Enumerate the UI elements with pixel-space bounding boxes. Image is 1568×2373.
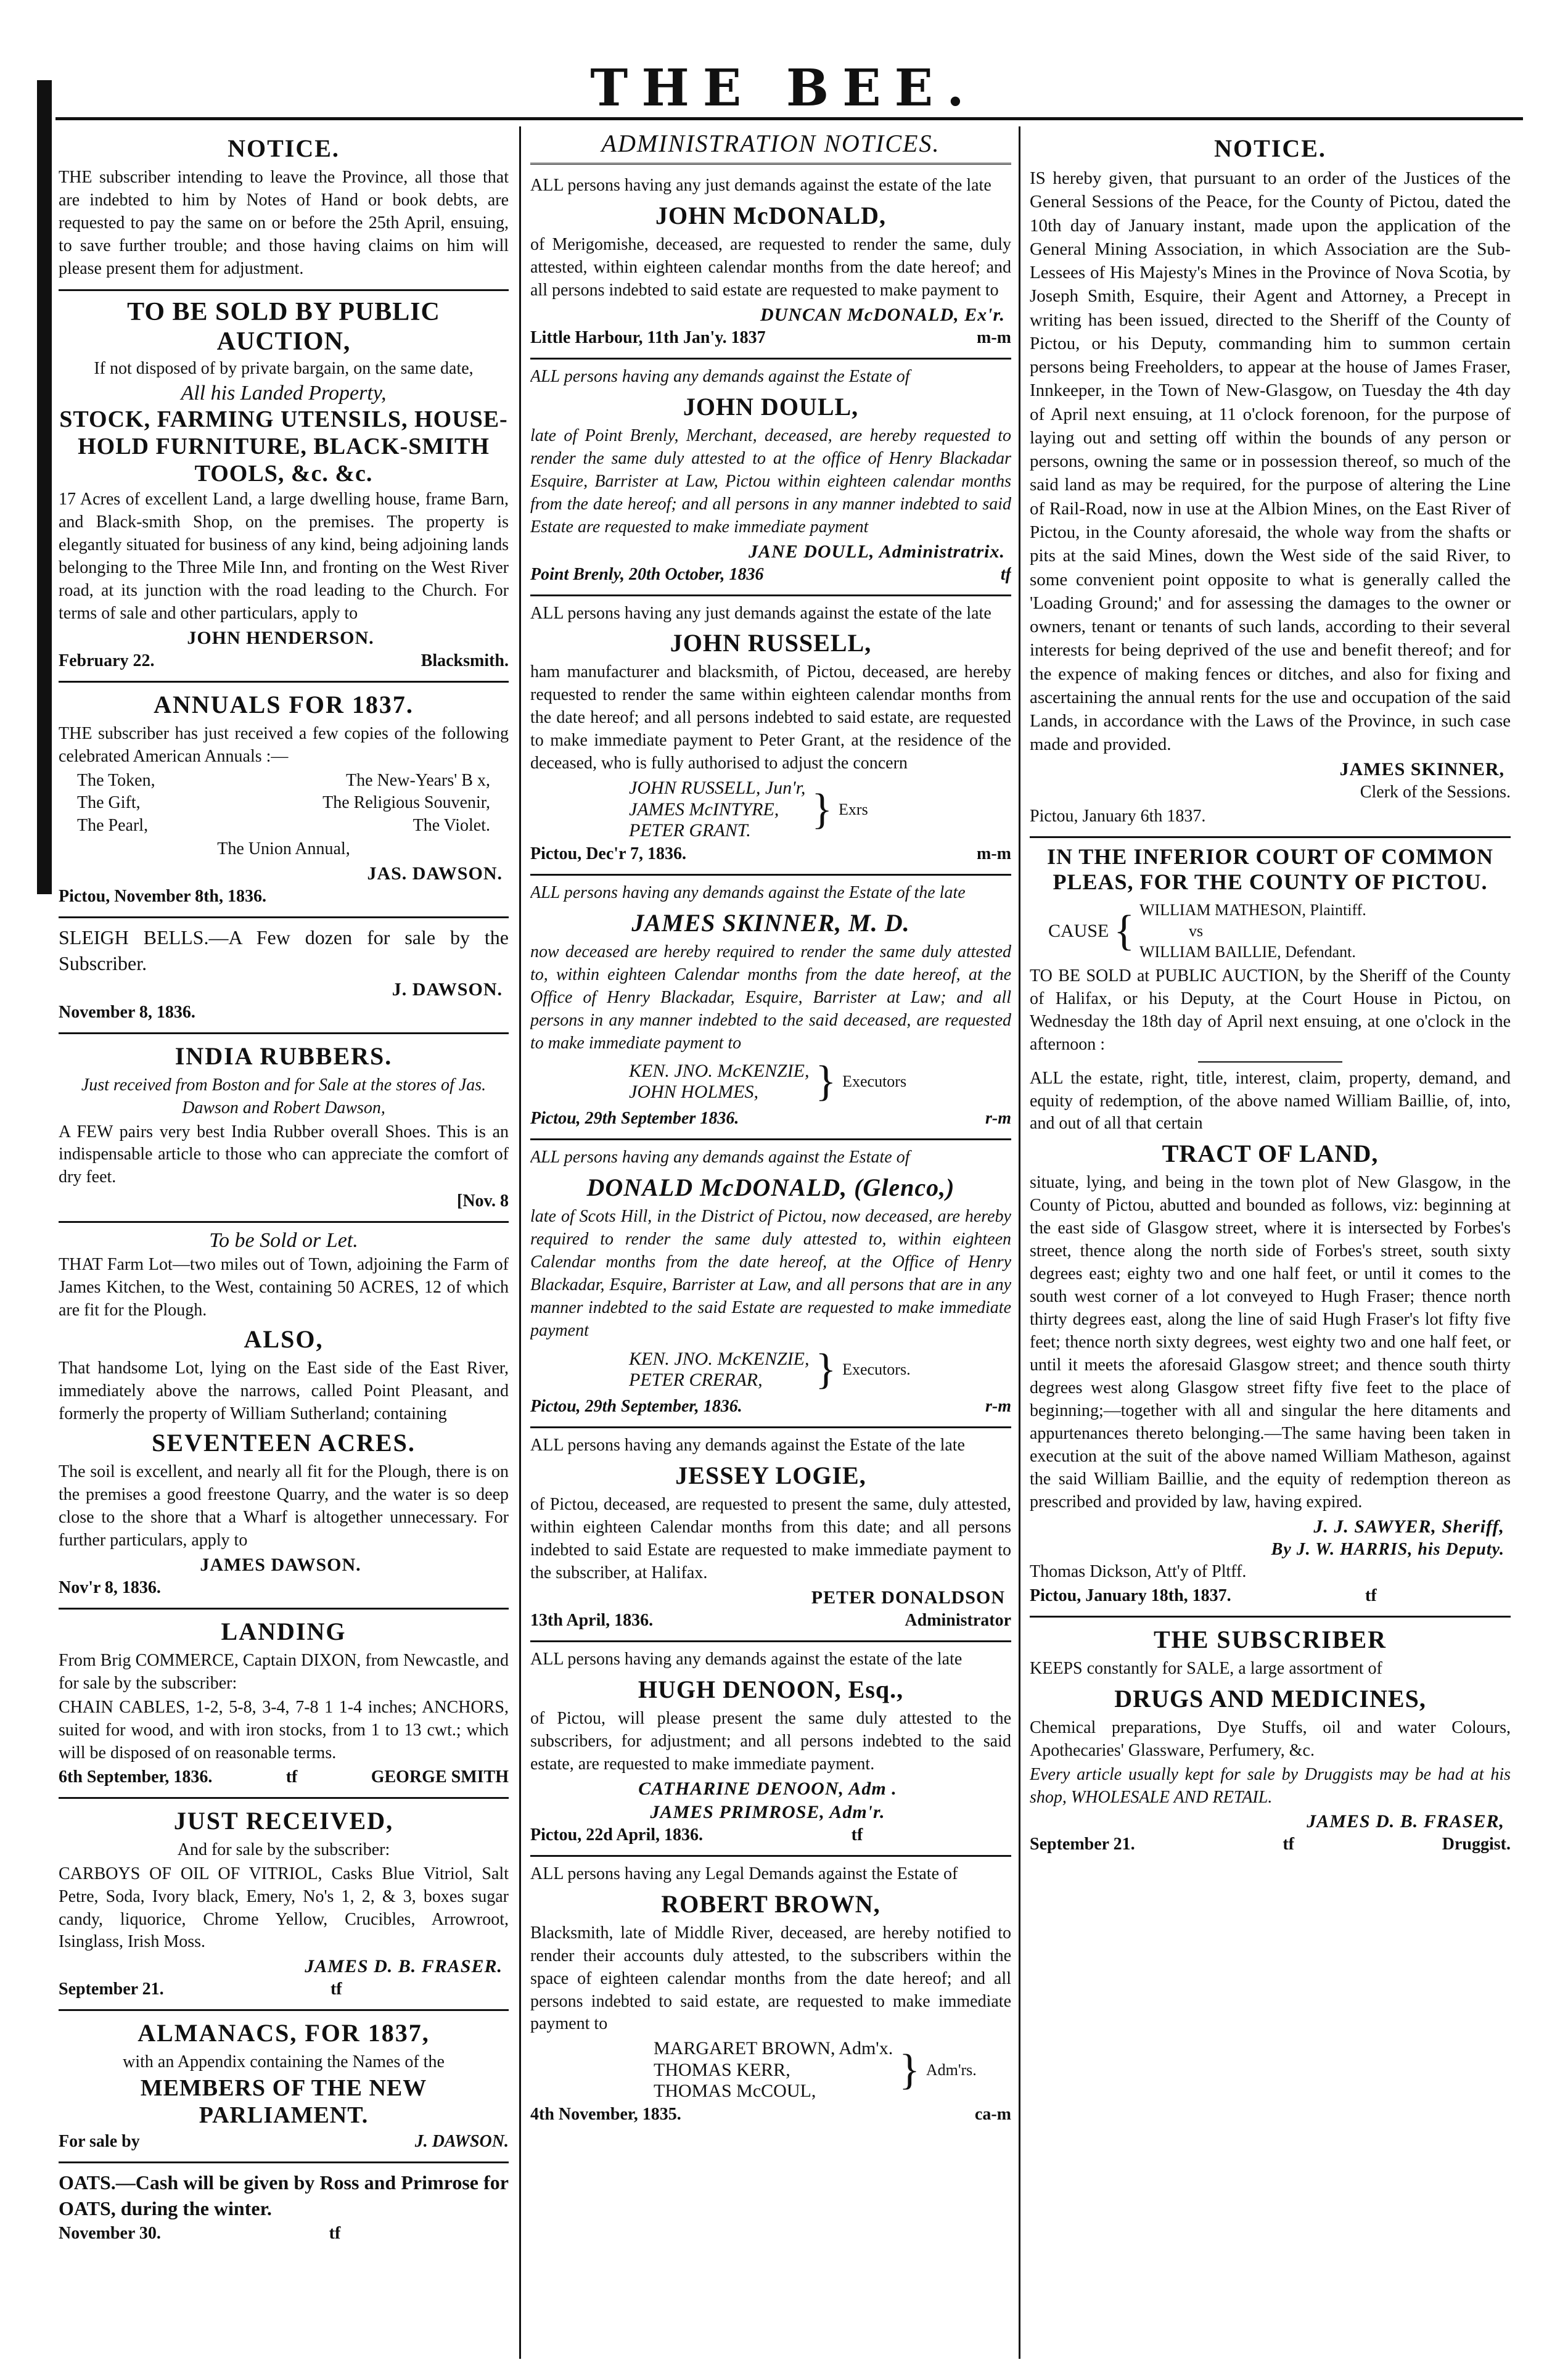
- admin-date: 4th November, 1835.: [530, 2104, 681, 2124]
- executor-name: THOMAS McCOUL,: [654, 2081, 816, 2102]
- received-title: JUST RECEIVED,: [173, 1806, 394, 1835]
- farm-body3: The soil is excellent, and nearly all fit for the Plough, there is on the premises a good freestone Quarry, and the water is so deep close to the shore that a Wharf is altogether unnecessary. For further particulars, apply to: [59, 1462, 509, 1550]
- landing-body: CHAIN CABLES, 1-2, 5-8, 3-4, 7-8 1 1-4 inches; ANCHORS, suited for wood, and with iron stocks, from 1 to 13 cwt.; which will be disposed of on reasonable terms.: [59, 1697, 509, 1762]
- farm-body1: THAT Farm Lot—two miles out of Town, adjoining the Farm of James Kitchen, to the West, containing 50 ACRES, 12 of which are fit for the Plough.: [59, 1255, 509, 1320]
- landing-ad: [59, 1610, 509, 1799]
- masthead: THE BEE.: [590, 59, 978, 118]
- annual-title: The Violet.: [413, 815, 490, 835]
- auction-ad: [59, 291, 509, 683]
- admin-dateline: [530, 1825, 1011, 1845]
- court-dateline: [1030, 1586, 1511, 1606]
- admin-notice-mcdonald: [530, 168, 1011, 360]
- drugs-body2: Chemical preparations, Dye Stuffs, oil and water Colours, Apothecaries' Glassware, Perfumery, &c.: [1030, 1717, 1511, 1760]
- annual-title: The Gift,: [77, 793, 141, 813]
- railroad-title: NOTICE.: [1214, 134, 1326, 162]
- cause-label: CAUSE: [1048, 921, 1109, 942]
- drugs-heading: DRUGS AND MEDICINES,: [1114, 1684, 1426, 1713]
- admin-body: ALL persons having any just demands against the estate of the late: [530, 176, 991, 195]
- received-signer: JAMES D. B. FRASER.: [305, 1956, 503, 1977]
- oats-ad: [59, 2163, 509, 2253]
- annual-title: The Token,: [77, 771, 155, 790]
- rubbers-body: A FEW pairs very best India Rubber overall Shoes. This is an indispensable article to those who can appreciate the comfort of dry feet.: [59, 1122, 509, 1187]
- admin-body: now deceased are hereby required to render the same duly attested to, within eighteen Calendar months from the date hereof, at the Office of Henry Blackadar, Esquire, Barrister at Law; and all persons in any manner indebted to the said deceased, are requested to make immediate payment to: [530, 942, 1011, 1053]
- landing-signer: GEORGE SMITH: [371, 1767, 509, 1787]
- admin-code: m-m: [977, 327, 1011, 347]
- annuals-date-text: Pictou, November 8th, 1836.: [59, 887, 266, 907]
- annuals-ad: [59, 683, 509, 918]
- admin-date: Pictou, 22d April, 1836.: [530, 1825, 704, 1845]
- executor-name: MARGARET BROWN, Adm'x.: [654, 2038, 893, 2059]
- admin-dateline: [530, 565, 1011, 585]
- almanacs-dateline: [59, 2132, 509, 2152]
- auction-dateline: [59, 651, 509, 671]
- railroad-role: Clerk of the Sessions.: [1360, 782, 1511, 802]
- admin-body: ham manufacturer and blacksmith, of Pictou, deceased, are hereby requested to render the same within eighteen calendar months from the date hereof; and all persons indebted to said estate, are requested to make immediate payment to Peter Grant, at the residence of the deceased, who is fully authorised to adjust the concern: [530, 662, 1011, 773]
- admin-deceased-name: JAMES SKINNER, M. D.: [631, 908, 910, 937]
- admin-body: of Pictou, will please present the same duly attested to the subscribers, for adjustment; and all persons indebted to the said estate, are requested to make immediate payment.: [530, 1708, 1011, 1774]
- annuals-title: ANNUALS FOR 1837.: [154, 691, 414, 719]
- farm-ad: [59, 1223, 509, 1610]
- annuals-row: [59, 792, 509, 814]
- admin-body: ALL persons having any demands against the Estate of the late: [530, 1436, 965, 1455]
- admin-dateline: [530, 844, 1011, 864]
- auction-trade: Blacksmith.: [421, 651, 509, 671]
- received-tf: tf: [330, 1980, 342, 1999]
- admin-signer: CATHARINE DENOON, Adm .: [638, 1778, 897, 1799]
- notice-body: THE subscriber intending to leave the Province, all those that are indebted to him by Notes of Hand or book debts, are requested to pay the same on or before the 25th April, ensuing, to save further trouble; and those having claims on him will please present them for adjustment.: [59, 168, 509, 278]
- railroad-signer: JAMES SKINNER,: [1339, 759, 1504, 779]
- admin-body: ALL persons having any just demands against the estate of the late: [530, 603, 991, 623]
- auction-stock: STOCK, FARMING UTENSILS, HOUSE-HOLD FURNITURE, BLACK-SMITH TOOLS, &c. &c.: [59, 406, 508, 487]
- almanacs-forsale: For sale by: [59, 2131, 140, 2151]
- executor-name: JAMES McINTYRE,: [629, 799, 779, 820]
- admin-deceased-name: ROBERT BROWN,: [661, 1890, 880, 1918]
- executor-name: JOHN RUSSELL, Jun'r,: [629, 778, 806, 799]
- versus: vs: [1188, 922, 1204, 940]
- almanacs-members: MEMBERS OF THE NEW PARLIAMENT.: [140, 2075, 427, 2129]
- admin-notice-doull: [530, 360, 1011, 596]
- drugs-title: THE SUBSCRIBER: [1153, 1625, 1387, 1653]
- admin-deceased-name: JOHN DOULL,: [683, 392, 859, 421]
- court-title: IN THE INFERIOR COURT OF COMMON PLEAS, FOR THE COUNTY OF PICTOU.: [1046, 844, 1494, 894]
- admin-date: Pictou, 29th September 1836.: [530, 1109, 739, 1129]
- annual-union: The Union Annual,: [217, 839, 350, 859]
- court-tf: tf: [1365, 1585, 1377, 1605]
- admin-dateline: [530, 2105, 1011, 2124]
- admin-signer: PETER DONALDSON: [811, 1587, 1005, 1608]
- executor-role: Adm'rs.: [926, 2061, 977, 2079]
- sleigh-date: [59, 1003, 509, 1022]
- executor-role: Executors: [842, 1072, 907, 1091]
- railroad-date: [1030, 807, 1511, 826]
- admin-deceased-name: HUGH DENOON, Esq.,: [638, 1675, 904, 1703]
- court-sheriff: J. J. SAWYER, Sheriff,: [1313, 1516, 1504, 1537]
- admin-deceased-name: DONALD McDONALD, (Glenco,): [586, 1174, 955, 1202]
- admin-dateline: [530, 1611, 1011, 1631]
- admin-body: ALL persons having any demands against the estate of the late: [530, 1649, 963, 1669]
- admin-deceased-name: JESSEY LOGIE,: [675, 1462, 866, 1490]
- farm-date-text: Nov'r 8, 1836.: [59, 1577, 161, 1597]
- admin-notice-skinner: [530, 876, 1011, 1141]
- admin-dateline: [530, 1109, 1011, 1129]
- brace-glyph: }: [815, 1058, 837, 1106]
- masthead-rule: [55, 117, 1523, 120]
- court-intro: TO BE SOLD at PUBLIC AUCTION, by the Sheriff of the County of Halifax, or his Deputy, at the Court House in Pictou, on Wednesday the 18th day of April next ensuing, at one o'clock in the afternoon :: [1030, 966, 1511, 1054]
- annuals-date: [59, 887, 509, 907]
- auction-property: All his Landed Property,: [181, 382, 387, 405]
- auction-heading: TO BE SOLD BY PUBLIC AUCTION,: [127, 297, 440, 356]
- admin-executors: [629, 778, 1011, 842]
- executor-name: KEN. JNO. McKENZIE,: [629, 1060, 810, 1081]
- almanacs-ad: [59, 2011, 509, 2163]
- admin-body: late of Scots Hill, in the District of Pictou, now deceased, are hereby required to render the same duly attested to, within eighteen Calendar months from the date hereof, at the Office of Henry Blackadar, Esquire, Barrister at Law, and all persons that are in any manner indebted to the said Estate are requested to make immediate payment: [530, 1207, 1011, 1341]
- drugs-ad: [1030, 1618, 1511, 1865]
- admin-signer: DUNCAN McDONALD, Ex'r.: [760, 304, 1005, 325]
- just-received-ad: [59, 1799, 509, 2012]
- admin-code: ca-m: [974, 2104, 1011, 2124]
- plaintiff: WILLIAM MATHESON, Plaintiff.: [1139, 901, 1366, 919]
- court-deputy: By J. W. HARRIS, his Deputy.: [1271, 1539, 1504, 1559]
- annual-title: The Religious Souvenir,: [322, 793, 490, 813]
- admin-dateline: [530, 328, 1011, 348]
- brace-glyph: }: [811, 786, 833, 833]
- annuals-row: [59, 770, 509, 792]
- auction-intro: If not disposed of by private bargain, on the same date,: [94, 359, 474, 379]
- oats-date: November 30.: [59, 2224, 161, 2243]
- admin-deceased-name: JOHN RUSSELL,: [670, 629, 872, 657]
- railroad-body: IS hereby given, that pursuant to an order of the Justices of the General Sessions of the Peace, for the County of Pictou, dated the 10th day of January instant, made upon the application of the General Mining Association, in which Association are the Sub-Lessees of His Majesty's Mines in the Province of Nova Scotia, by Joseph Smith, Esquire, their Agent and Attorney, a Precept in writing has been issued, directed to the Sheriff of the County of Pictou, or his Deputy, commanding him to summon certain persons being Freeholders, to appear at the house of James Fraser, Innkeeper, in the Town of New-Glasgow, on Tuesday the 4th day of April next ensuing, at 11 o'clock forenoon, for the purpose of laying out and setting off within the bounds of any person or persons, owning the same or in possession thereof, so much of the said land as may be required, for the purpose of altering the Line of Rail-Road, now in use at the Albion Mines, on the East River of Pictou, in the County aforesaid, the whole way from the shafts or pits at the said Mines, down the West side of the said River, to some convenient point opposite to what is generally called the 'Loading Ground;' and for assessing the damages to the owner or owners, tenant or tenants of such lands, according to their several interests for being deprived of the use and benefit thereof; and for the expence of making fences or ditches, and also for fixing and ascertaining the annual rents for the use and occupation of the said Lands, in accordance with the Laws of the Province, in such case made and provided.: [1030, 168, 1511, 755]
- admin-date: Pictou, 29th September, 1836.: [530, 1397, 742, 1417]
- admin-body: ALL persons having any demands against the Estate of the late: [530, 882, 966, 902]
- sleigh-body: SLEIGH BELLS.—A Few dozen for sale by the Subscriber.: [59, 926, 509, 975]
- admin-signer: JAMES PRIMROSE, Adm'r.: [650, 1801, 885, 1822]
- executor-role: Exrs: [839, 800, 868, 818]
- sleigh-signer: J. DAWSON.: [392, 979, 503, 1000]
- admin-body: of Pictou, deceased, are requested to present the same, duly attested, within eighteen Calendar months from this date; and all persons indebted to said Estate are requested to make immediate payment to the subscriber, at Halifax.: [530, 1495, 1011, 1582]
- rubbers-sub: Just received from Boston and for Sale at the stores of Jas. Dawson and Robert Dawson,: [81, 1075, 486, 1117]
- column-2: [530, 126, 1011, 2359]
- rubbers-date-text: [Nov. 8: [457, 1191, 509, 1211]
- admin-body: ALL persons having any demands against the Estate of: [530, 366, 910, 386]
- annuals-body: THE subscriber has just received a few copies of the following celebrated American Annuals :—: [59, 724, 509, 767]
- executor-name: PETER GRANT.: [629, 820, 751, 841]
- rubbers-title: INDIA RUBBERS.: [174, 1042, 393, 1070]
- auction-signer: JOHN HENDERSON.: [187, 628, 374, 649]
- farm-date: [59, 1578, 509, 1598]
- admin-dateline: [530, 1397, 1011, 1417]
- admin-code: tf: [851, 1825, 863, 1845]
- executor-name: KEN. JNO. McKENZIE,: [629, 1348, 810, 1369]
- oats-tf: tf: [329, 2224, 341, 2243]
- admin-role: Administrator: [905, 1610, 1011, 1630]
- page-edge-bar: [37, 80, 52, 894]
- annual-title: The New-Years' B x,: [346, 771, 490, 790]
- sleigh-date-text: November 8, 1836.: [59, 1002, 195, 1022]
- auction-body: 17 Acres of excellent Land, a large dwelling house, frame Barn, and Black-smith Shop, on the premises. The property is elegantly situated for business of any kind, being adjoining lands belonging to the Three Mile Inn, and fronting on the West River road, at its junction with the road leading to the Church. For terms of sale and other particulars, apply to: [59, 490, 509, 623]
- drugs-dateline: [1030, 1835, 1511, 1854]
- admin-notice-denoon: [530, 1642, 1011, 1857]
- received-intro: And for sale by the subscriber:: [177, 1840, 390, 1859]
- admin-date: Point Brenly, 20th October, 1836: [530, 564, 764, 584]
- column-3: [1030, 126, 1511, 2359]
- administration-title: ADMINISTRATION NOTICES.: [530, 129, 1011, 165]
- landing-date: 6th September, 1836.: [59, 1767, 213, 1787]
- drugs-body: KEEPS constantly for SALE, a large assortment of: [1030, 1658, 1382, 1678]
- admin-code: m-m: [977, 844, 1011, 863]
- landing-intro: From Brig COMMERCE, Captain DIXON, from Newcastle, and for sale by the subscriber:: [59, 1650, 509, 1693]
- court-tract: TRACT OF LAND,: [1162, 1140, 1379, 1168]
- received-date: September 21.: [59, 1980, 164, 1999]
- admin-date: Pictou, Dec'r 7, 1836.: [530, 844, 686, 863]
- received-dateline: [59, 1980, 509, 1999]
- annuals-row: [59, 815, 509, 837]
- admin-date: 13th April, 1836.: [530, 1610, 654, 1630]
- admin-executors: [654, 2038, 1011, 2102]
- brace-glyph: }: [899, 2046, 920, 2094]
- annual-title: The Pearl,: [77, 815, 149, 835]
- drugs-trade: Druggist.: [1442, 1835, 1511, 1854]
- admin-code: r-m: [985, 1397, 1011, 1417]
- farm-seventeen: SEVENTEEN ACRES.: [152, 1429, 416, 1457]
- drugs-tf: tf: [1283, 1835, 1294, 1854]
- notice-henderson: [59, 126, 509, 291]
- farm-title: To be Sold or Let.: [209, 1229, 358, 1252]
- oats-dateline: [59, 2224, 509, 2243]
- column-rule-2: [1019, 126, 1020, 2359]
- court-body2: situate, lying, and being in the town plot of New Glasgow, in the County of Pictou, abutted and bounded as follows, viz: beginning at the east side of Glasgow street, where it is intersected by Forbes's street, thence along the north side of Forbes's street, south sixty degrees east; eighty two and one half feet, or until it comes to the south west corner of a lot conveyed to Hugh Fraser; thence north thirty degrees east, along the line of said Hugh Fraser's lot fifty five feet; thence north sixty degrees, west eighty two and one half feet, or until it meets the aforesaid Glasgow street; and thence south thirty degrees west along Glasgow street fifty five feet to the place of beginning;—together with all and singular the here ditaments and appurtenances thereto belonging.—The same having been taken in execution at the suit of the above named William Matheson, against the said William Baillie, and the equity of redemption thereon as prescribed and provided by law, having expired.: [1030, 1173, 1511, 1511]
- railroad-notice: [1030, 126, 1511, 838]
- court-date: Pictou, January 18th, 1837.: [1030, 1585, 1231, 1605]
- column-1: [59, 126, 509, 2359]
- admin-notice-russell: [530, 596, 1011, 876]
- admin-body: ALL persons having any demands against the Estate of: [530, 1148, 910, 1167]
- executor-role: Executors.: [842, 1360, 911, 1379]
- drugs-signer: JAMES D. B. FRASER,: [1307, 1811, 1504, 1832]
- brace-glyph: {: [1114, 907, 1135, 955]
- admin-code: tf: [1000, 564, 1011, 584]
- admin-date: Little Harbour, 11th Jan'y. 1837: [530, 327, 766, 347]
- admin-body: Blacksmith, late of Middle River, deceased, are hereby notified to render their accounts duly attested, to the subscribers within the space of eighteen calendar months from the date hereof; and all persons indebted to said estate, are requested to make immediate payment to: [530, 1923, 1011, 2034]
- divider: [1198, 1061, 1342, 1063]
- admin-body: of Merigomishe, deceased, are requested to render the same, duly attested, within eighteen calendar months from the date hereof; and all persons indebted to said estate are requested to make payment to: [530, 234, 1011, 300]
- sleigh-bells-ad: [59, 918, 509, 1034]
- court-body: ALL the estate, right, title, interest, claim, property, demand, and equity of redemption, of the above named William Baillie, of, into, and out of all that certain: [1030, 1068, 1511, 1133]
- admin-deceased-name: JOHN McDONALD,: [655, 201, 886, 229]
- almanacs-signer: J. DAWSON.: [414, 2131, 509, 2151]
- drugs-date: September 21.: [1030, 1835, 1135, 1854]
- executor-name: JOHN HOLMES,: [629, 1082, 758, 1103]
- admin-body: ALL persons having any Legal Demands against the Estate of: [530, 1864, 958, 1883]
- admin-code: r-m: [985, 1109, 1011, 1129]
- railroad-date-text: Pictou, January 6th 1837.: [1030, 806, 1206, 826]
- court-cause: [1048, 900, 1511, 962]
- received-body: CARBOYS OF OIL OF VITRIOL, Casks Blue Vitriol, Salt Petre, Soda, Ivory black, Emery, No's 1, 2, & 3, boxes sugar candy, liquorice, Chrome Yellow, Crucibles, Arrowroot, Isinglass, Irish Moss.: [59, 1864, 509, 1952]
- executor-name: THOMAS KERR,: [654, 2059, 790, 2080]
- column-rule-1: [519, 126, 521, 2359]
- farm-also: ALSO,: [244, 1325, 324, 1354]
- admin-body: late of Point Brenly, Merchant, deceased, are hereby requested to render the same duly attested to at the office of Henry Blackadar Esquire, Barrister at Law, Pictou within eighteen calendar months from the date hereof; and all persons in any manner indebted to said Estate are requested to make immediate payment: [530, 426, 1011, 537]
- annuals-signer: JAS. DAWSON.: [367, 863, 503, 884]
- drugs-body3: Every article usually kept for sale by Druggists may be had at his shop, WHOLESALE AND RETAIL.: [1030, 1764, 1511, 1807]
- admin-notice-brown: [530, 1857, 1011, 2134]
- landing-tf: tf: [285, 1767, 298, 1787]
- farm-signer: JAMES DAWSON.: [200, 1554, 361, 1575]
- auction-date: February 22.: [59, 651, 155, 671]
- executor-name: PETER CRERAR,: [629, 1370, 763, 1391]
- almanacs-body: with an Appendix containing the Names of the: [123, 2052, 445, 2072]
- defendant: WILLIAM BAILLIE, Defendant.: [1139, 942, 1356, 961]
- admin-signer: JANE DOULL, Administratrix.: [749, 541, 1005, 562]
- brace-glyph: }: [815, 1346, 837, 1394]
- notice-title: NOTICE.: [228, 134, 340, 162]
- oats-body: OATS.—Cash will be given by Ross and Primrose for OATS, during the winter.: [59, 2171, 509, 2219]
- admin-executors: [629, 1345, 1011, 1394]
- court-notice: [1030, 838, 1511, 1618]
- india-rubbers-ad: [59, 1034, 509, 1224]
- admin-notice-logie: [530, 1428, 1011, 1642]
- rubbers-date: [59, 1191, 509, 1211]
- landing-dateline: [59, 1767, 509, 1787]
- court-atty: Thomas Dickson, Att'y of Pltff.: [1030, 1561, 1247, 1581]
- almanacs-title: ALMANACS, FOR 1837,: [138, 2019, 430, 2047]
- farm-body2: That handsome Lot, lying on the East side of the East River, immediately above the narrows, called Point Pleasant, and formerly the property of William Sutherland; containing: [59, 1359, 509, 1424]
- admin-executors: [629, 1057, 1011, 1106]
- admin-notice-donald-mcdonald: [530, 1140, 1011, 1428]
- landing-title: LANDING: [221, 1617, 347, 1645]
